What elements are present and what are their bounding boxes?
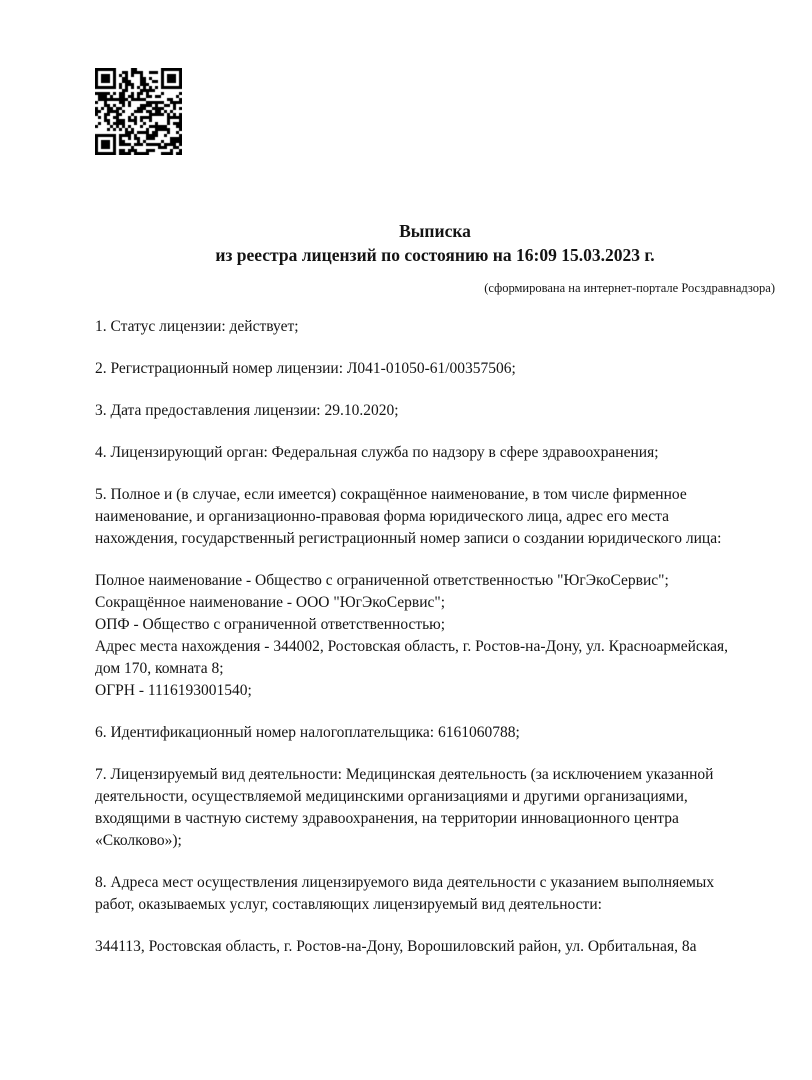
registration-number: 2. Регистрационный номер лицензии: Л041-01050-61/00357506; xyxy=(95,360,516,377)
activity-address: 344113, Ростовская область, г. Ростов-на-Дону, Ворошиловский район, ул. Орбитальная, 8а xyxy=(95,938,697,955)
activity-addresses-heading: 8. Адреса мест осуществления лицензируемого вида деятельности с указанием выполняемых работ, оказываемых услуг, составляющих лицензируемый вид деятельности: xyxy=(95,874,715,913)
org-address: Адрес места нахождения - 344002, Ростовская область, г. Ростов-на-Дону, ул. Красноармейская, дом 170, комната 8; xyxy=(95,638,728,677)
document-subtitle: (сформирована на интернет-портале Росздравнадзора) xyxy=(484,281,775,295)
document-content xyxy=(95,0,775,958)
org-legal-form: ОПФ - Общество с ограниченной ответственностью; xyxy=(95,616,446,633)
org-ogrn: ОГРН - 1116193001540; xyxy=(95,682,252,699)
org-info-heading: 5. Полное и (в случае, если имеется) сокращённое наименование, в том числе фирменное наименование, и организационно-правовая форма юридического лица, адрес его места нахождения, государственный регистрационный номер записи о создании юридического лица: xyxy=(95,486,722,547)
org-short-name: Сокращённое наименование - ООО "ЮгЭкоСервис"; xyxy=(95,594,446,611)
document-title xyxy=(95,219,775,267)
document-title-line1: Выписка xyxy=(399,221,471,241)
taxpayer-id: 6. Идентификационный номер налогоплательщика: 6161060788; xyxy=(95,724,520,741)
org-details xyxy=(95,570,753,702)
licensing-authority: 4. Лицензирующий орган: Федеральная служба по надзору в сфере здравоохранения; xyxy=(95,444,659,461)
document-title-line2: из реестра лицензий по состоянию на 16:09 15.03.2023 г. xyxy=(215,245,655,265)
licensed-activity: 7. Лицензируемый вид деятельности: Медицинская деятельность (за исключением указанной деятельности, осуществляемой медицинскими организациями и другими организациями, входящими в частную систему здравоохранения, на территории инновационного центра «Сколково»); xyxy=(95,766,714,849)
org-full-name: Полное наименование - Общество с ограниченной ответственностью "ЮгЭкоСервис"; xyxy=(95,572,669,589)
license-status: 1. Статус лицензии: действует; xyxy=(95,318,299,335)
grant-date: 3. Дата предоставления лицензии: 29.10.2020; xyxy=(95,402,399,419)
